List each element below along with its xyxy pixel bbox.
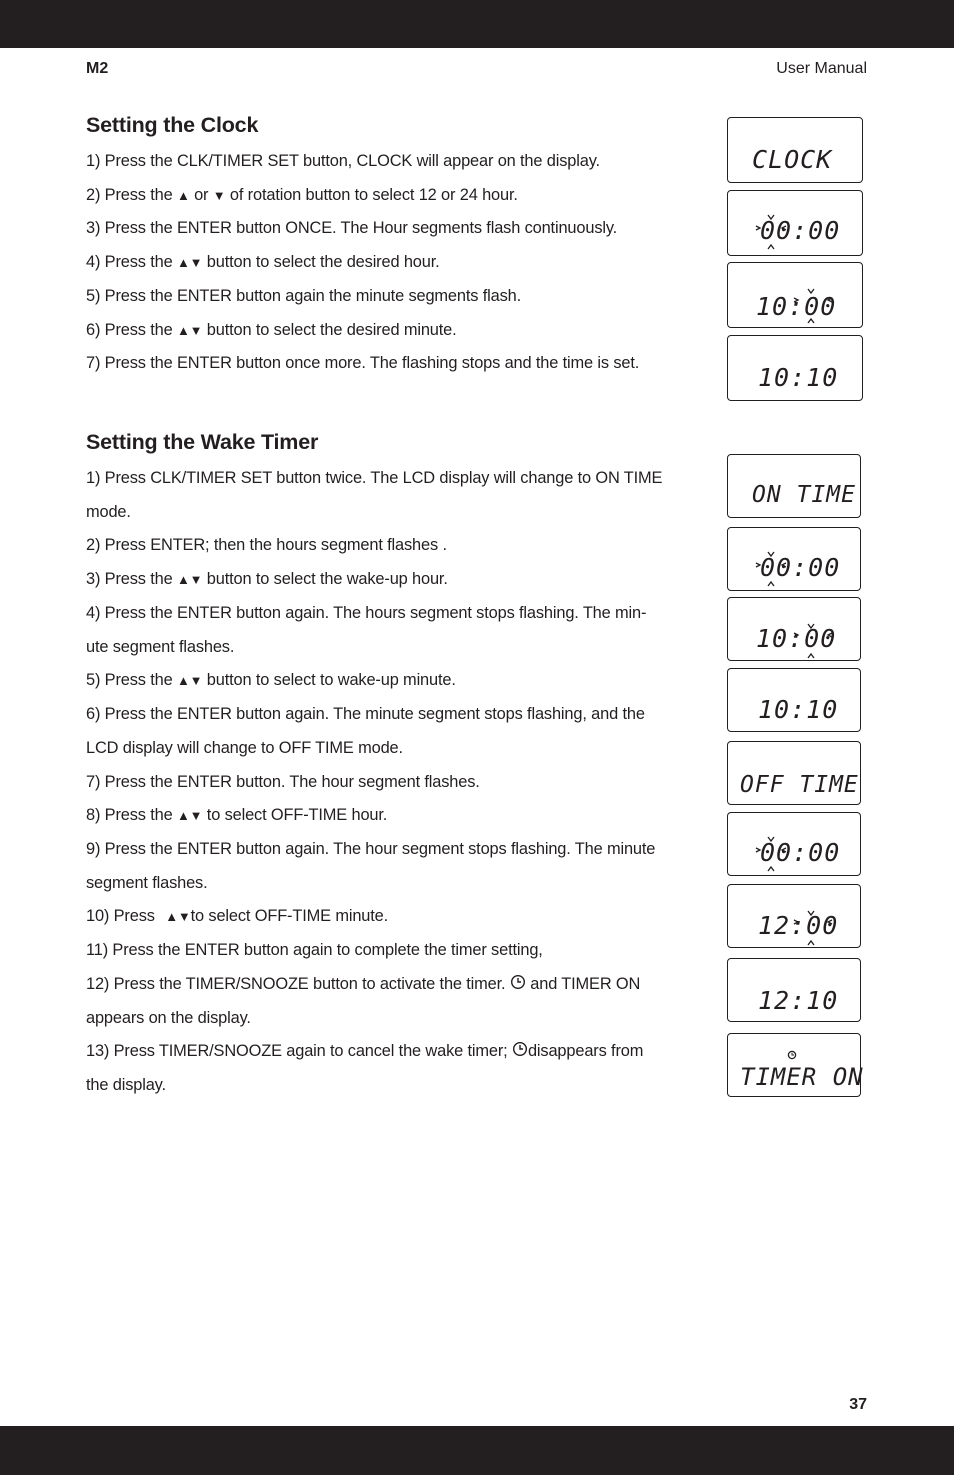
- up-down-arrows-icon: ▲▼: [176, 673, 203, 688]
- up-down-arrows-icon: ▲▼: [176, 255, 203, 270]
- lcd-display-time-set: 10:10: [727, 335, 863, 401]
- clock-step-3: 3) Press the ENTER button ONCE. The Hour segments flash continuously.: [86, 219, 618, 237]
- lcd-display-hour-flash: 00:00: [727, 190, 863, 256]
- lcd-display-off-time: OFF TIME: [727, 741, 861, 805]
- up-down-arrows-icon: ▲▼: [176, 572, 203, 587]
- wake-step-6: 6) Press the ENTER button again. The minute segment stops flashing, and the: [86, 705, 645, 723]
- wake-step-6-cont: LCD display will change to OFF TIME mode.: [86, 739, 403, 757]
- up-down-arrows-icon: ▲▼: [176, 808, 203, 823]
- section-title-clock: Setting the Clock: [86, 113, 259, 137]
- wake-step-11: 11) Press the ENTER button again to complete the timer setting,: [86, 941, 543, 959]
- wake-step-9-cont: segment flashes.: [86, 874, 208, 892]
- clock-step-1: 1) Press the CLK/TIMER SET button, CLOCK will appear on the display.: [86, 152, 600, 170]
- wake-step-2: 2) Press ENTER; then the hours segment flashes .: [86, 536, 447, 554]
- clock-step-6: 6) Press the ▲▼ button to select the desired minute.: [86, 321, 457, 339]
- lcd-display-timer-on: TIMER ON: [727, 1033, 861, 1097]
- up-arrow-icon: ▲: [176, 188, 190, 203]
- wake-step-3: 3) Press the ▲▼ button to select the wake-up hour.: [86, 570, 448, 588]
- wake-step-1-cont: mode.: [86, 503, 131, 521]
- bottom-bar: [0, 1426, 954, 1475]
- wake-step-13-cont: the display.: [86, 1076, 166, 1094]
- up-down-arrows-icon: ▲▼: [165, 909, 191, 924]
- wake-step-12-cont: appears on the display.: [86, 1009, 251, 1027]
- clock-icon: [510, 974, 526, 995]
- wake-step-8: 8) Press the ▲▼ to select OFF-TIME hour.: [86, 806, 388, 824]
- wake-step-5: 5) Press the ▲▼ button to select to wake-up minute.: [86, 671, 456, 689]
- page-number: 37: [849, 1396, 867, 1413]
- up-down-arrows-icon: ▲▼: [176, 323, 203, 338]
- lcd-display-off-set: 12:10: [727, 958, 861, 1022]
- model-label: M2: [86, 60, 109, 77]
- clock-step-4: 4) Press the ▲▼ button to select the desired hour.: [86, 253, 440, 271]
- lcd-display-on-set: 10:10: [727, 668, 861, 732]
- wake-step-12: 12) Press the TIMER/SNOOZE button to activate the timer. and TIMER ON: [86, 975, 641, 993]
- lcd-display-on-hour-flash: 00:00: [727, 527, 861, 591]
- wake-step-13: 13) Press TIMER/SNOOZE again to cancel the wake timer; disappears from: [86, 1042, 644, 1060]
- clock-step-5: 5) Press the ENTER button again the minute segments flash.: [86, 287, 521, 305]
- down-arrow-icon: ▼: [212, 188, 226, 203]
- section-title-wake-timer: Setting the Wake Timer: [86, 430, 319, 454]
- wake-step-4-cont: ute segment flashes.: [86, 638, 235, 656]
- clock-step-2: 2) Press the ▲ or ▼ of rotation button to select 12 or 24 hour.: [86, 186, 518, 204]
- clock-icon: [512, 1041, 528, 1062]
- lcd-display-minute-flash: 10:00: [727, 262, 863, 328]
- wake-step-1: 1) Press CLK/TIMER SET button twice. The LCD display will change to ON TIME: [86, 469, 663, 487]
- wake-step-10: 10) Press ▲▼to select OFF-TIME minute.: [86, 907, 389, 925]
- top-bar: [0, 0, 954, 48]
- wake-step-4: 4) Press the ENTER button again. The hours segment stops flashing. The min-: [86, 604, 647, 622]
- clock-step-7: 7) Press the ENTER button once more. The flashing stops and the time is set.: [86, 354, 640, 372]
- lcd-display-on-time: ON TIME: [727, 454, 861, 518]
- lcd-display-off-hour-flash: 00:00: [727, 812, 861, 876]
- wake-step-7: 7) Press the ENTER button. The hour segment flashes.: [86, 773, 480, 791]
- wake-step-9: 9) Press the ENTER button again. The hour segment stops flashing. The minute: [86, 840, 656, 858]
- lcd-display-off-minute-flash: 12:00: [727, 884, 861, 948]
- lcd-display-clock: CLOCK: [727, 117, 863, 183]
- lcd-display-on-minute-flash: 10:00: [727, 597, 861, 661]
- manual-label: User Manual: [776, 60, 867, 77]
